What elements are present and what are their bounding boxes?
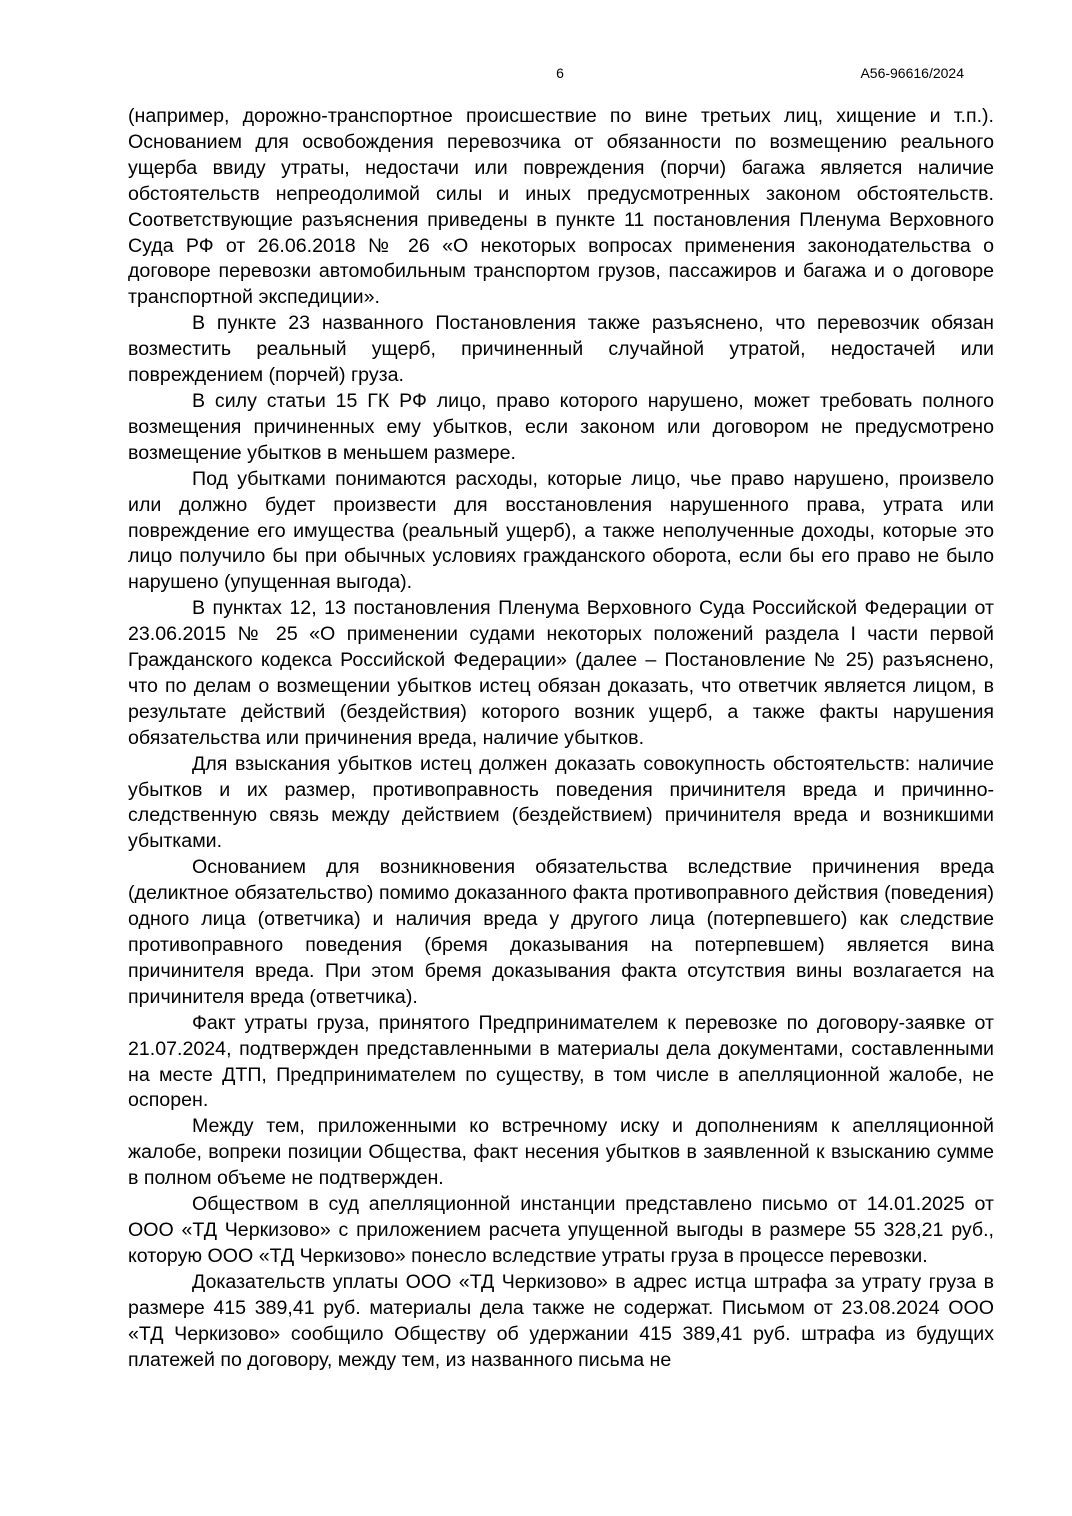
paragraph: В силу статьи 15 ГК РФ лицо, право которого нарушено, может требовать полного возмещения причиненных ему убытков, если законом или договором не предусмотрено возмещение убытков в меньшем размере. <box>128 389 994 464</box>
paragraph: Для взыскания убытков истец должен доказать совокупность обстоятельств: наличие убытков и их размер, противоправность поведения причинителя вреда и причинно-следственную связь между действием (бездействием) причинителя вреда и возникшими убытками. <box>128 752 994 853</box>
page-number: 6 <box>556 65 564 81</box>
paragraph: Обществом в суд апелляционной инстанции представлено письмо от 14.01.2025 от ООО «ТД Черкизово» с приложением расчета упущенной выгоды в размере 55 328,21 руб., которую ООО «ТД Черкизово» понесло вследствие утраты груза в процессе перевозки. <box>128 1193 994 1267</box>
paragraph: Основанием для возникновения обязательства вследствие причинения вреда (деликтное обязательство) помимо доказанного факта противоправного действия (поведения) одного лица (ответчика) и наличия вреда у другого лица (потерпевшего) как следствие противоправного поведения (бремя доказывания на потерпевшем) является вина причинителя вреда. При этом бремя доказывания факта отсутствия вины возлагается на причинителя вреда (ответчика). <box>128 856 994 1008</box>
paragraph: Факт утраты груза, принятого Предпринимателем к перевозке по договору-заявке от 21.07.2024, подтвержден представленными в материалы дела документами, составленными на месте ДТП, Предпринимателем по существу, в том числе в апелляционной жалобе, не оспорен. <box>128 1011 994 1112</box>
paragraph: (например, дорожно-транспортное происшествие по вине третьих лиц, хищение и т.п.). Основанием для освобождения перевозчика от обязанности по возмещению реального ущерба ввиду утраты, недостачи или повреждения (порчи) багажа является наличие обстоятельств непреодолимой силы и иных предусмотренных законом обстоятельств. Соответствующие разъяснения приведены в пункте 11 постановления Пленума Верховного Суда РФ от 26.06.2018 № 26 «О некоторых вопросах применения законодательства о договоре перевозки автомобильным транспортом грузов, пассажиров и багажа и о договоре транспортной экспедиции». <box>128 105 994 309</box>
paragraph: Доказательств уплаты ООО «ТД Черкизово» в адрес истца штрафа за утрату груза в размере 415 389,41 руб. материалы дела также не содержат. Письмом от 23.08.2024 ООО «ТД Черкизово» сообщило Обществу об удержании 415 389,41 руб. штрафа из будущих платежей по договору, между тем, из названного письма не <box>128 1270 994 1371</box>
paragraph: Под убытками понимаются расходы, которые лицо, чье право нарушено, произвело или должно будет произвести для восстановления нарушенного права, утрата или повреждение его имущества (реальный ущерб), а также неполученные доходы, которые это лицо получило бы при обычных условиях гражданского оборота, если бы его право не было нарушено (упущенная выгода). <box>128 467 994 594</box>
case-number: А56-96616/2024 <box>860 65 964 81</box>
paragraph: В пунктах 12, 13 постановления Пленума Верховного Суда Российской Федерации от 23.06.2015 № 25 «О применении судами некоторых положений раздела I части первой Гражданского кодекса Российской Федерации» (далее – Постановление № 25) разъяснено, что по делам о возмещении убытков истец обязан доказать, что ответчик является лицом, в результате действий (бездействия) которого возник ущерб, а также факты нарушения обязательства или причинения вреда, наличие убытков. <box>128 597 994 749</box>
paragraph: Между тем, приложенными ко встречному иску и дополнениям к апелляционной жалобе, вопреки позиции Общества, факт несения убытков в заявленной к взысканию сумме в полном объеме не подтвержден. <box>128 1115 994 1190</box>
document-body <box>128 104 994 1373</box>
paragraph: В пункте 23 названного Постановления также разъяснено, что перевозчик обязан возместить реальный ущерб, причиненный случайной утратой, недостачей или повреждением (порчей) груза. <box>128 312 994 387</box>
